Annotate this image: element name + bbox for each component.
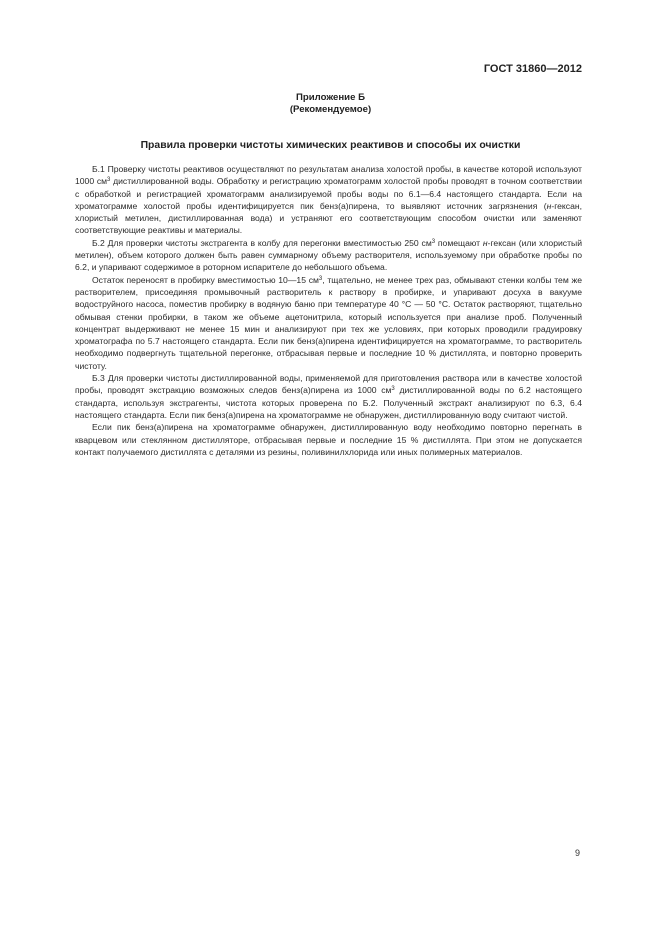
standard-header: ГОСТ 31860—2012 bbox=[483, 63, 582, 75]
paragraph-text: , тщательно, не менее трех раз, обмывают стенки колбы тем же растворителем, присоединяя промывочный растворитель к раствору в пробирке, и упаривают досуха в вакууме водоструйного насоса, поместив пробирку в водяную баню при температуре 40 °С — 50 °С. Остаток растворяют, тщательно обмывая стенки пробирки, в таком же объеме ацетонитрила, который используется при анализе проб. Полученный концентрат выдерживают не менее 15 мин и анализируют при тех же условиях, при которых проводили градуировку хроматографа по 5.7 настоящего стандарта. Если пик бенз(а)пирена идентифицируется на хроматограмме, то растворитель необходимо подвергнуть тщательной перегонке, отбрасывая первые и последние 10 % дистиллята, и повторно проверить чистоту. bbox=[75, 274, 582, 371]
paragraph-text: помещают bbox=[435, 237, 483, 248]
paragraph-b1 bbox=[75, 163, 582, 237]
superscript: 3 bbox=[431, 238, 436, 245]
italic-text: н bbox=[482, 237, 488, 248]
paragraph-text: Б.2 Для проверки чистоты экстрагента в колбу для перегонки вместимостью 250 см bbox=[92, 237, 432, 248]
paragraph-text: -гексан, хлористый метилен, дистиллированная вода) и устраняют его соответствующим способом очистки или заменяют соответствующие реактивы и материалы. bbox=[75, 200, 582, 236]
paragraph-text: дистиллированной воды по 6.2 настоящего стандарта, используя экстрагенты, чистота которых проверена по Б.2. Полученный экстракт анализируют по 6.3, 6.4 настоящего стандарта. Если пик бенз(а)пирена на хроматограмме не обнаружен, дистиллированную воду считают чистой. bbox=[75, 385, 582, 420]
paragraph-text: Остаток переносят в пробирку вместимостью 10—15 см bbox=[92, 274, 319, 285]
appendix-title: Правила проверки чистоты химических реактивов и способы их очистки bbox=[140, 140, 521, 151]
paragraph-text: -гексан (или хлористый метилен), объем которого должен быть равен суммарному объему растворителя, используемому при обработке пробы по 6.2, и упаривают содержимое в роторном испарителе до небольшого объема. bbox=[75, 237, 582, 273]
superscript: 3 bbox=[107, 177, 111, 184]
paragraph-b3 bbox=[75, 372, 582, 421]
appendix-heading bbox=[0, 92, 661, 116]
paragraph-b2 bbox=[75, 237, 582, 274]
paragraph-text: Б.3 Для проверки чистоты дистиллированной воды, применяемой для приготовления раствора или в качестве холостой пробы, проводят экстракцию возможных следов бенз(а)пирена из 1000 см bbox=[75, 373, 582, 396]
paragraph-residue bbox=[75, 274, 582, 372]
page-number: 9 bbox=[575, 848, 581, 858]
paragraph-text: дистиллированной воды. Обработку и регистрацию хроматограмм холостой пробы проводят в точном соответствии с обработкой и регистрацией хроматограмм анализируемой пробы воды по 6.1—6.4 настоящего стандарта. Если на хроматограмме холостой пробы идентифицируется пик бенз(а)пирена, то выявляют источник загрязнения ( bbox=[75, 176, 582, 211]
italic-text: н bbox=[546, 200, 552, 211]
paragraph-last: Если пик бенз(а)пирена на хроматограмме обнаружен, дистиллированную воду необходимо повторно перегнать в кварцевом или стеклянном дистилляторе, отбрасывая первые и последние 15 % дистиллята. При этом не допускается контакт получаемого дистиллята с деталями из резины, поливинилхлорида или иных полимерных материалов. bbox=[75, 422, 582, 457]
superscript: 3 bbox=[318, 275, 323, 282]
appendix-status: (Рекомендуемое) bbox=[289, 104, 372, 115]
document-body bbox=[75, 163, 582, 458]
superscript: 3 bbox=[391, 386, 395, 393]
appendix-name: Приложение Б bbox=[296, 92, 365, 103]
paragraph-text: Б.1 Проверку чистоты реактивов осуществляют по результатам анализа холостой пробы, в качестве которой используют 1000 см bbox=[75, 164, 582, 187]
